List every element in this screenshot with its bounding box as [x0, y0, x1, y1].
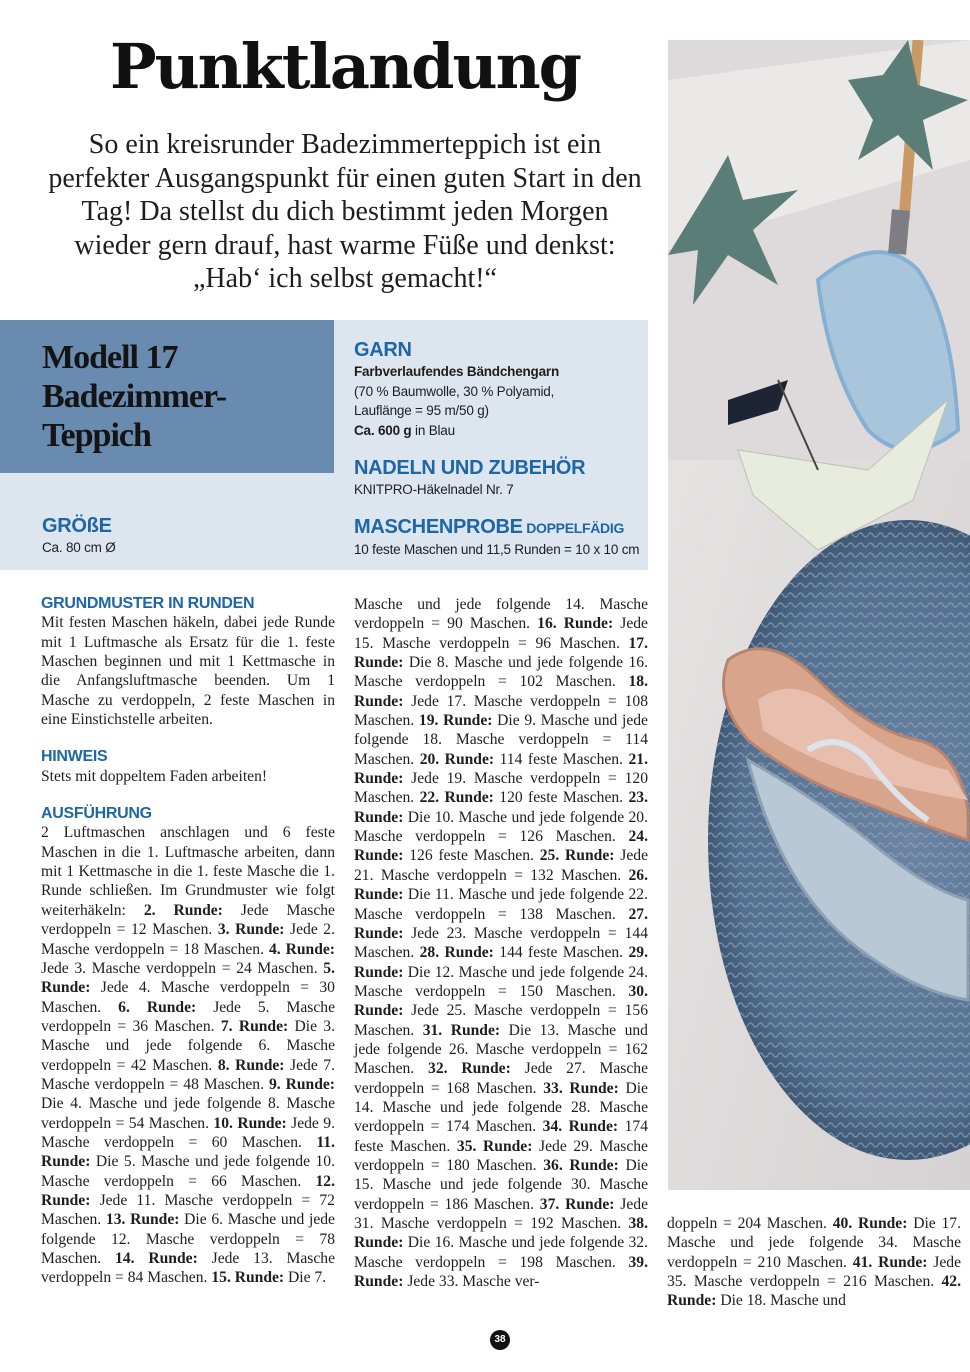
round-text: Jede 27. Masche verdoppeln = 168 Maschen.	[354, 1060, 648, 1097]
continued-text: doppeln = 204 Maschen.	[667, 1215, 827, 1232]
round-label: 3. Runde:	[217, 921, 285, 939]
yarn-length: Lauflänge = 95 m/50 g)	[354, 403, 489, 418]
gauge-heading-small: DOPPELFÄDIG	[522, 519, 625, 536]
round-text: Die 18. Masche und	[720, 1292, 846, 1310]
round-text: Die 13. Masche und jede folgende 26. Masche verdoppeln = 162 Maschen.	[354, 1021, 648, 1078]
round-text: Jede 29. Masche verdoppeln = 180 Maschen.	[354, 1137, 648, 1174]
round-text: Jede 13. Masche verdoppeln = 84 Maschen.	[41, 1250, 335, 1287]
round-label: 8. Runde:	[217, 1056, 285, 1074]
round-text: Die 15. Masche und jede folgende 30. Masche verdoppeln = 186 Maschen.	[354, 1156, 648, 1213]
needles-value: KNITPRO-Häkelnadel Nr. 7	[354, 482, 514, 497]
round-text: 114 feste Maschen.	[499, 750, 623, 768]
round-label: 25. Runde:	[539, 847, 615, 865]
grundmuster-text: Mit festen Maschen häkeln, dabei jede Runde mit 1 Luftmasche als Ersatz für die 1. feste Maschen beginnen und mit 1 Kettmasche in die Anfangsluftmasche beenden. Um 1 Masche zu verdoppeln, 2 feste Maschen in eine Einstichstelle arbeiten.	[41, 614, 335, 729]
text-column-2	[354, 595, 648, 1291]
round-label: 33. Runde:	[543, 1079, 619, 1097]
rounds-col1	[41, 902, 335, 1287]
round-text: Jede 2. Masche verdoppeln = 18 Maschen.	[41, 921, 335, 958]
round-text: Jede 9. Masche verdoppeln = 60 Maschen.	[41, 1114, 335, 1151]
round-text: Die 17. Masche und jede folgende 34. Masche verdoppeln = 210 Maschen.	[667, 1215, 961, 1271]
round-label: 37. Runde:	[539, 1195, 615, 1213]
round-label: 21. Runde:	[354, 750, 648, 788]
round-label: 30. Runde:	[354, 982, 648, 1020]
model-number: Modell 17	[42, 339, 178, 376]
hinweis-text: Stets mit doppeltem Faden arbeiten!	[41, 767, 268, 785]
round-label: 27. Runde:	[354, 905, 648, 942]
yarn-name: Farbverlaufendes Bändchengarn	[354, 364, 560, 379]
round-label: 36. Runde:	[543, 1156, 619, 1174]
round-text: Jede 4. Masche verdoppeln = 30 Maschen.	[41, 979, 335, 1016]
model-name-line2: Teppich	[42, 417, 151, 454]
round-text: Die 9. Masche und jede folgende 18. Masche verdoppeln = 114 Maschen.	[354, 712, 648, 768]
gauge-heading-main: MASCHENPROBE	[354, 515, 523, 538]
round-text: Jede Masche verdoppeln = 12 Maschen.	[41, 901, 335, 939]
round-label: 42. Runde:	[667, 1273, 961, 1310]
round-label: 24. Runde:	[354, 828, 648, 865]
round-text: Die 5. Masche und jede folgende 10. Masche verdoppeln = 66 Maschen.	[41, 1153, 335, 1190]
round-label: 10. Runde:	[213, 1114, 287, 1132]
round-text: 174 feste Maschen.	[354, 1118, 648, 1155]
round-text: 126 feste Maschen.	[409, 847, 534, 865]
round-label: 14. Runde:	[115, 1250, 198, 1267]
intro-text: So ein kreisrunder Badezimmerteppich ist ein perfekter Ausgangspunkt für einen guten Start in den Tag! Da stellst du dich bestimmt jeden Morgen wieder gern drauf, hast warme Füße und denkst: „Hab‘ ich selbst gemacht!“	[48, 129, 642, 294]
round-text: Die 3. Masche und jede folgende 6. Masche verdoppeln = 42 Maschen.	[41, 1017, 335, 1074]
round-label: 31. Runde:	[422, 1021, 501, 1039]
round-label: 7. Runde:	[220, 1017, 289, 1035]
round-text: Die 11. Masche und jede folgende 22. Masche verdoppeln = 138 Maschen.	[354, 886, 648, 923]
round-text: Jede 35. Masche verdoppeln = 216 Maschen.	[667, 1253, 961, 1291]
round-label: 38. Runde:	[354, 1215, 648, 1252]
round-label: 11. Runde:	[41, 1133, 335, 1171]
continued-text: Masche und jede folgende 14. Masche verdoppeln = 90 Maschen.	[354, 596, 648, 633]
needles-heading: NADELN UND ZUBEHÖR	[354, 457, 586, 479]
round-label: 40. Runde:	[832, 1215, 908, 1232]
round-text: Jede 5. Masche verdoppeln = 36 Maschen.	[41, 998, 335, 1035]
page-title: Punktlandung	[109, 30, 581, 103]
round-label: 4. Runde:	[268, 940, 335, 958]
round-label: 35. Runde:	[456, 1137, 533, 1155]
round-label: 28. Runde:	[419, 944, 494, 962]
ausfuehrung-heading: AUSFÜHRUNG	[41, 805, 152, 823]
round-label: 32. Runde:	[428, 1060, 511, 1078]
round-text: Jede 33. Masche ver-	[407, 1273, 540, 1291]
hinweis-heading: HINWEIS	[41, 748, 108, 766]
model-title	[42, 338, 332, 455]
gauge-heading	[354, 515, 644, 540]
round-label: 26. Runde:	[354, 866, 648, 904]
round-text: Die 12. Masche und jede folgende 24. Masche verdoppeln = 150 Maschen.	[354, 963, 648, 1000]
yarn-composition: (70 % Baumwolle, 30 % Polyamid,	[354, 383, 555, 399]
round-label: 16. Runde:	[537, 615, 614, 633]
size-value: Ca. 80 cm Ø	[42, 540, 116, 555]
model-name-line1: Badezimmer-	[42, 378, 227, 415]
round-text: Die 16. Masche und jede folgende 32. Masche verdoppeln = 198 Maschen.	[354, 1234, 648, 1271]
round-text: Jede 7. Masche verdoppeln = 48 Maschen.	[41, 1056, 335, 1093]
round-label: 13. Runde:	[105, 1211, 180, 1229]
yarn-color: in Blau	[411, 422, 455, 438]
round-label: 19. Runde:	[418, 712, 493, 730]
round-label: 39. Runde:	[354, 1253, 648, 1291]
round-text: Die 14. Masche und jede folgende 28. Masche verdoppeln = 174 Maschen.	[354, 1079, 648, 1136]
round-label: 2. Runde:	[143, 901, 223, 919]
round-label: 12. Runde:	[41, 1172, 335, 1209]
round-label: 23. Runde:	[354, 789, 648, 826]
round-text: Jede 19. Masche verdoppeln = 120 Maschen.	[354, 770, 648, 807]
net-ferrule	[888, 209, 910, 254]
round-text: 120 feste Maschen.	[499, 789, 624, 807]
ausfuehrung-intro: 2 Luftmaschen anschlagen und 6 feste Maschen in die 1. Luftmasche arbeiten, dann mit 1 Kettmasche in die 1. feste Masche die 1. Runde schließen. Im Grundmuster wie folgt weiterhäkeln:	[41, 824, 335, 919]
yarn-amount	[354, 421, 644, 441]
gauge-value: 10 feste Maschen und 11,5 Runden = 10 x 10 cm	[354, 541, 640, 557]
round-text: Die 8. Masche und jede folgende 16. Masche verdoppeln = 102 Maschen.	[354, 654, 648, 691]
product-photo	[668, 40, 970, 1190]
round-label: 6. Runde:	[118, 998, 197, 1016]
size-heading: GRÖßE	[42, 515, 112, 537]
round-label: 5. Runde:	[41, 959, 335, 997]
round-label: 22. Runde:	[419, 789, 494, 807]
round-text: Die 10. Masche und jede folgende 20. Masche verdoppeln = 126 Maschen.	[354, 808, 648, 846]
round-text: Jede 15. Masche verdoppeln = 96 Maschen.	[354, 615, 648, 652]
round-text: Jede 11. Masche verdoppeln = 72 Maschen.	[41, 1191, 335, 1229]
round-text: Jede 3. Masche verdoppeln = 24 Maschen.	[41, 959, 318, 977]
round-text: Die 6. Masche und jede folgende 12. Masche verdoppeln = 78 Maschen.	[41, 1211, 335, 1267]
yarn-heading: GARN	[354, 339, 412, 361]
size-section	[42, 514, 116, 558]
round-label: 17. Runde:	[354, 634, 648, 672]
round-label: 20. Runde:	[419, 750, 495, 768]
rounds-text-3	[667, 1214, 961, 1311]
text-column-1	[41, 594, 335, 1288]
round-label: 18. Runde:	[354, 673, 648, 710]
round-label: 15. Runde:	[211, 1269, 285, 1287]
round-text: 144 feste Maschen.	[499, 944, 624, 962]
round-text: Die 4. Masche und jede folgende 8. Masche verdoppeln = 54 Maschen.	[41, 1095, 335, 1132]
round-text: Jede 21. Masche verdoppeln = 132 Maschen.	[354, 847, 648, 884]
round-text: Jede 25. Masche verdoppeln = 156 Maschen.	[354, 1002, 648, 1039]
round-text: Jede 23. Masche verdoppeln = 144 Maschen.	[354, 924, 648, 962]
rounds-col2	[354, 615, 648, 1270]
round-text: Jede 17. Masche verdoppeln = 108 Maschen.	[354, 692, 648, 730]
round-label: 34. Runde:	[542, 1118, 619, 1136]
rounds-text-2	[354, 595, 648, 1291]
round-text: Die 7.	[288, 1269, 327, 1287]
yarn-amount-value: Ca. 600 g	[354, 422, 412, 438]
text-column-3	[667, 1214, 961, 1311]
round-label: 41. Runde:	[852, 1253, 928, 1271]
grundmuster-heading: GRUNDMUSTER IN RUNDEN	[41, 595, 255, 612]
bathroom-rug-photo	[668, 40, 970, 1190]
round-label: 9. Runde:	[268, 1075, 335, 1093]
page-number: 38	[490, 1330, 510, 1350]
materials-section	[354, 338, 644, 559]
ausfuehrung-text	[41, 823, 335, 1287]
round-text: Jede 31. Masche verdoppeln = 192 Maschen.	[354, 1195, 648, 1232]
round-label: 29. Runde:	[354, 944, 648, 981]
